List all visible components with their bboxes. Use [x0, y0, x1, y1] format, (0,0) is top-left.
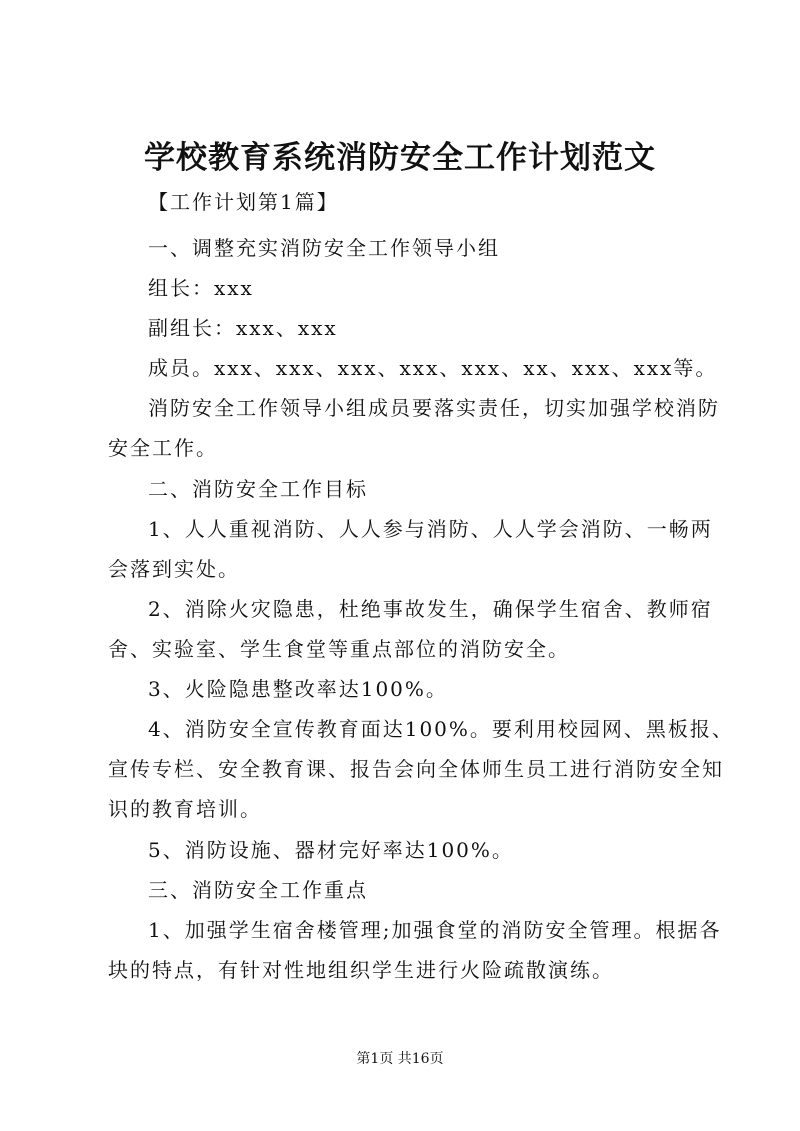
paragraph-line: 安全工作。 [108, 436, 218, 460]
page-number-footer: 第1页 共16页 [356, 1051, 444, 1067]
heading-3: 三、消防安全工作重点 [148, 878, 368, 902]
paragraph-deputy: 副组长：xxx、xxx [148, 316, 338, 340]
paragraph-line: 识的教育培训。 [108, 797, 262, 821]
paragraph-members: 成员。xxx、xxx、xxx、xxx、xxx、xx、xxx、xxx等。 [148, 356, 718, 380]
paragraph-line: 消防安全工作领导小组成员要落实责任，切实加强学校消防 [148, 396, 720, 420]
paragraph-leader: 组长：xxx [148, 276, 254, 300]
paragraph-line: 2、消除火灾隐患，杜绝事故发生，确保学生宿舍、教师宿 [148, 597, 713, 621]
paragraph-line: 1、加强学生宿舍楼管理;加强食堂的消防安全管理。根据各 [148, 918, 722, 942]
paragraph-line: 宣传专栏、安全教育课、报告会向全体师生员工进行消防安全知 [108, 757, 724, 781]
paragraph-line: 会落到实处。 [108, 557, 240, 581]
paragraph-line: 4、消防安全宣传教育面达100%。要利用校园网、黑板报、 [148, 717, 734, 741]
section-label: 【工作计划第1篇】 [148, 190, 339, 214]
heading-1: 一、调整充实消防安全工作领导小组 [148, 236, 500, 260]
heading-2: 二、消防安全工作目标 [148, 477, 368, 501]
document-title: 学校教育系统消防安全工作计划范文 [144, 140, 656, 176]
paragraph-line: 3、火险隐患整改率达100%。 [148, 677, 448, 701]
paragraph-line: 舍、实验室、学生食堂等重点部位的消防安全。 [108, 637, 570, 661]
paragraph-line: 块的特点，有针对性地组织学生进行火险疏散演练。 [108, 958, 614, 982]
paragraph-line: 1、人人重视消防、人人参与消防、人人学会消防、一畅两 [148, 517, 713, 541]
paragraph-line: 5、消防设施、器材完好率达100%。 [148, 838, 514, 862]
